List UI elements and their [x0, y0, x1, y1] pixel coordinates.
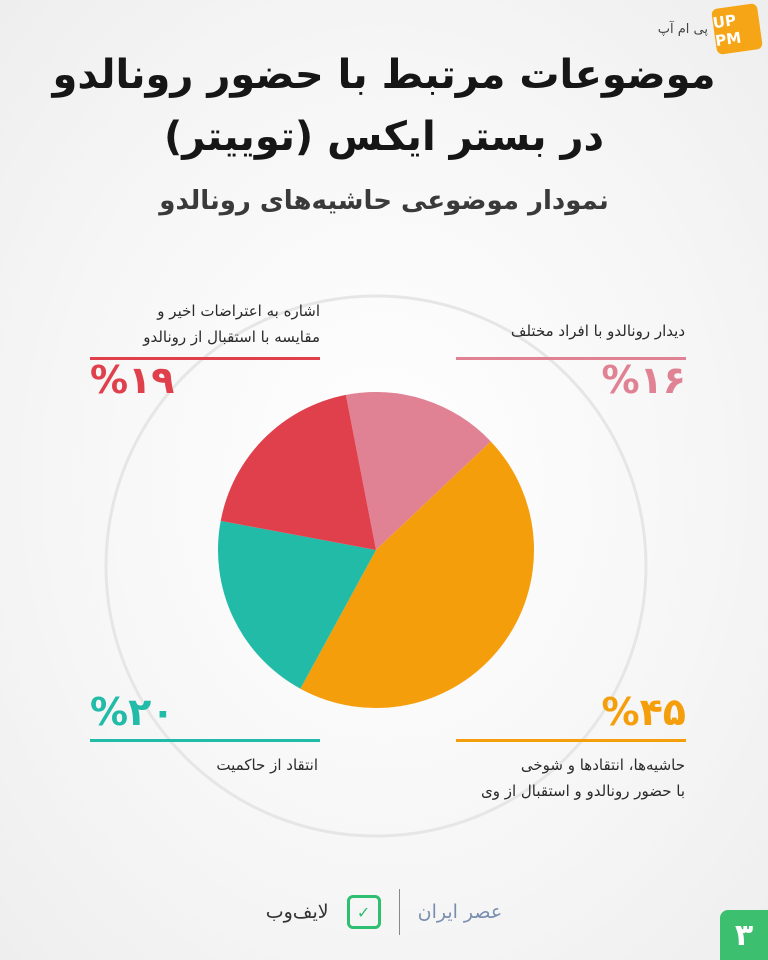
title-line-2: در بستر ایکس (توییتر): [163, 114, 605, 160]
lifeweb-logo-icon: ✓: [347, 895, 381, 929]
brand-text: پی ام آپ: [657, 21, 708, 37]
label-controversy-line2: با حضور رونالدو و استقبال از وی: [480, 782, 685, 800]
footer-brand-asriran: عصر ایران: [417, 901, 503, 923]
label-controversy: [430, 752, 685, 804]
footer-brand-lifeweb: لایف‌وب: [265, 901, 329, 923]
pct-meetings: %۱۶: [601, 358, 686, 402]
rule-governance: [90, 739, 320, 742]
label-protests-line2: مقایسه با استقبال از رونالدو: [143, 328, 320, 346]
label-controversy-line1: حاشیه‌ها، انتقادها و شوخی: [520, 756, 685, 774]
brand-logo-badge: UP PM: [711, 3, 763, 55]
label-meetings: دیدار رونالدو با افراد مختلف: [510, 322, 685, 340]
pct-protests: %۱۹: [90, 358, 175, 402]
label-governance: انتقاد از حاکمیت: [216, 756, 318, 774]
pct-controversy: %۴۵: [601, 690, 686, 734]
pct-governance: %۲۰: [90, 690, 175, 734]
chart-subtitle: نمودار موضوعی حاشیه‌های رونالدو: [159, 186, 609, 216]
page-number: ۳: [720, 910, 768, 960]
footer: [0, 882, 768, 942]
footer-divider: [399, 889, 400, 935]
label-protests: [80, 298, 320, 350]
label-protests-line1: اشاره به اعتراضات اخیر و: [157, 302, 320, 320]
rule-controversy: [456, 739, 686, 742]
title-line-1: موضوعات مرتبط با حضور رونالدو: [52, 52, 716, 98]
